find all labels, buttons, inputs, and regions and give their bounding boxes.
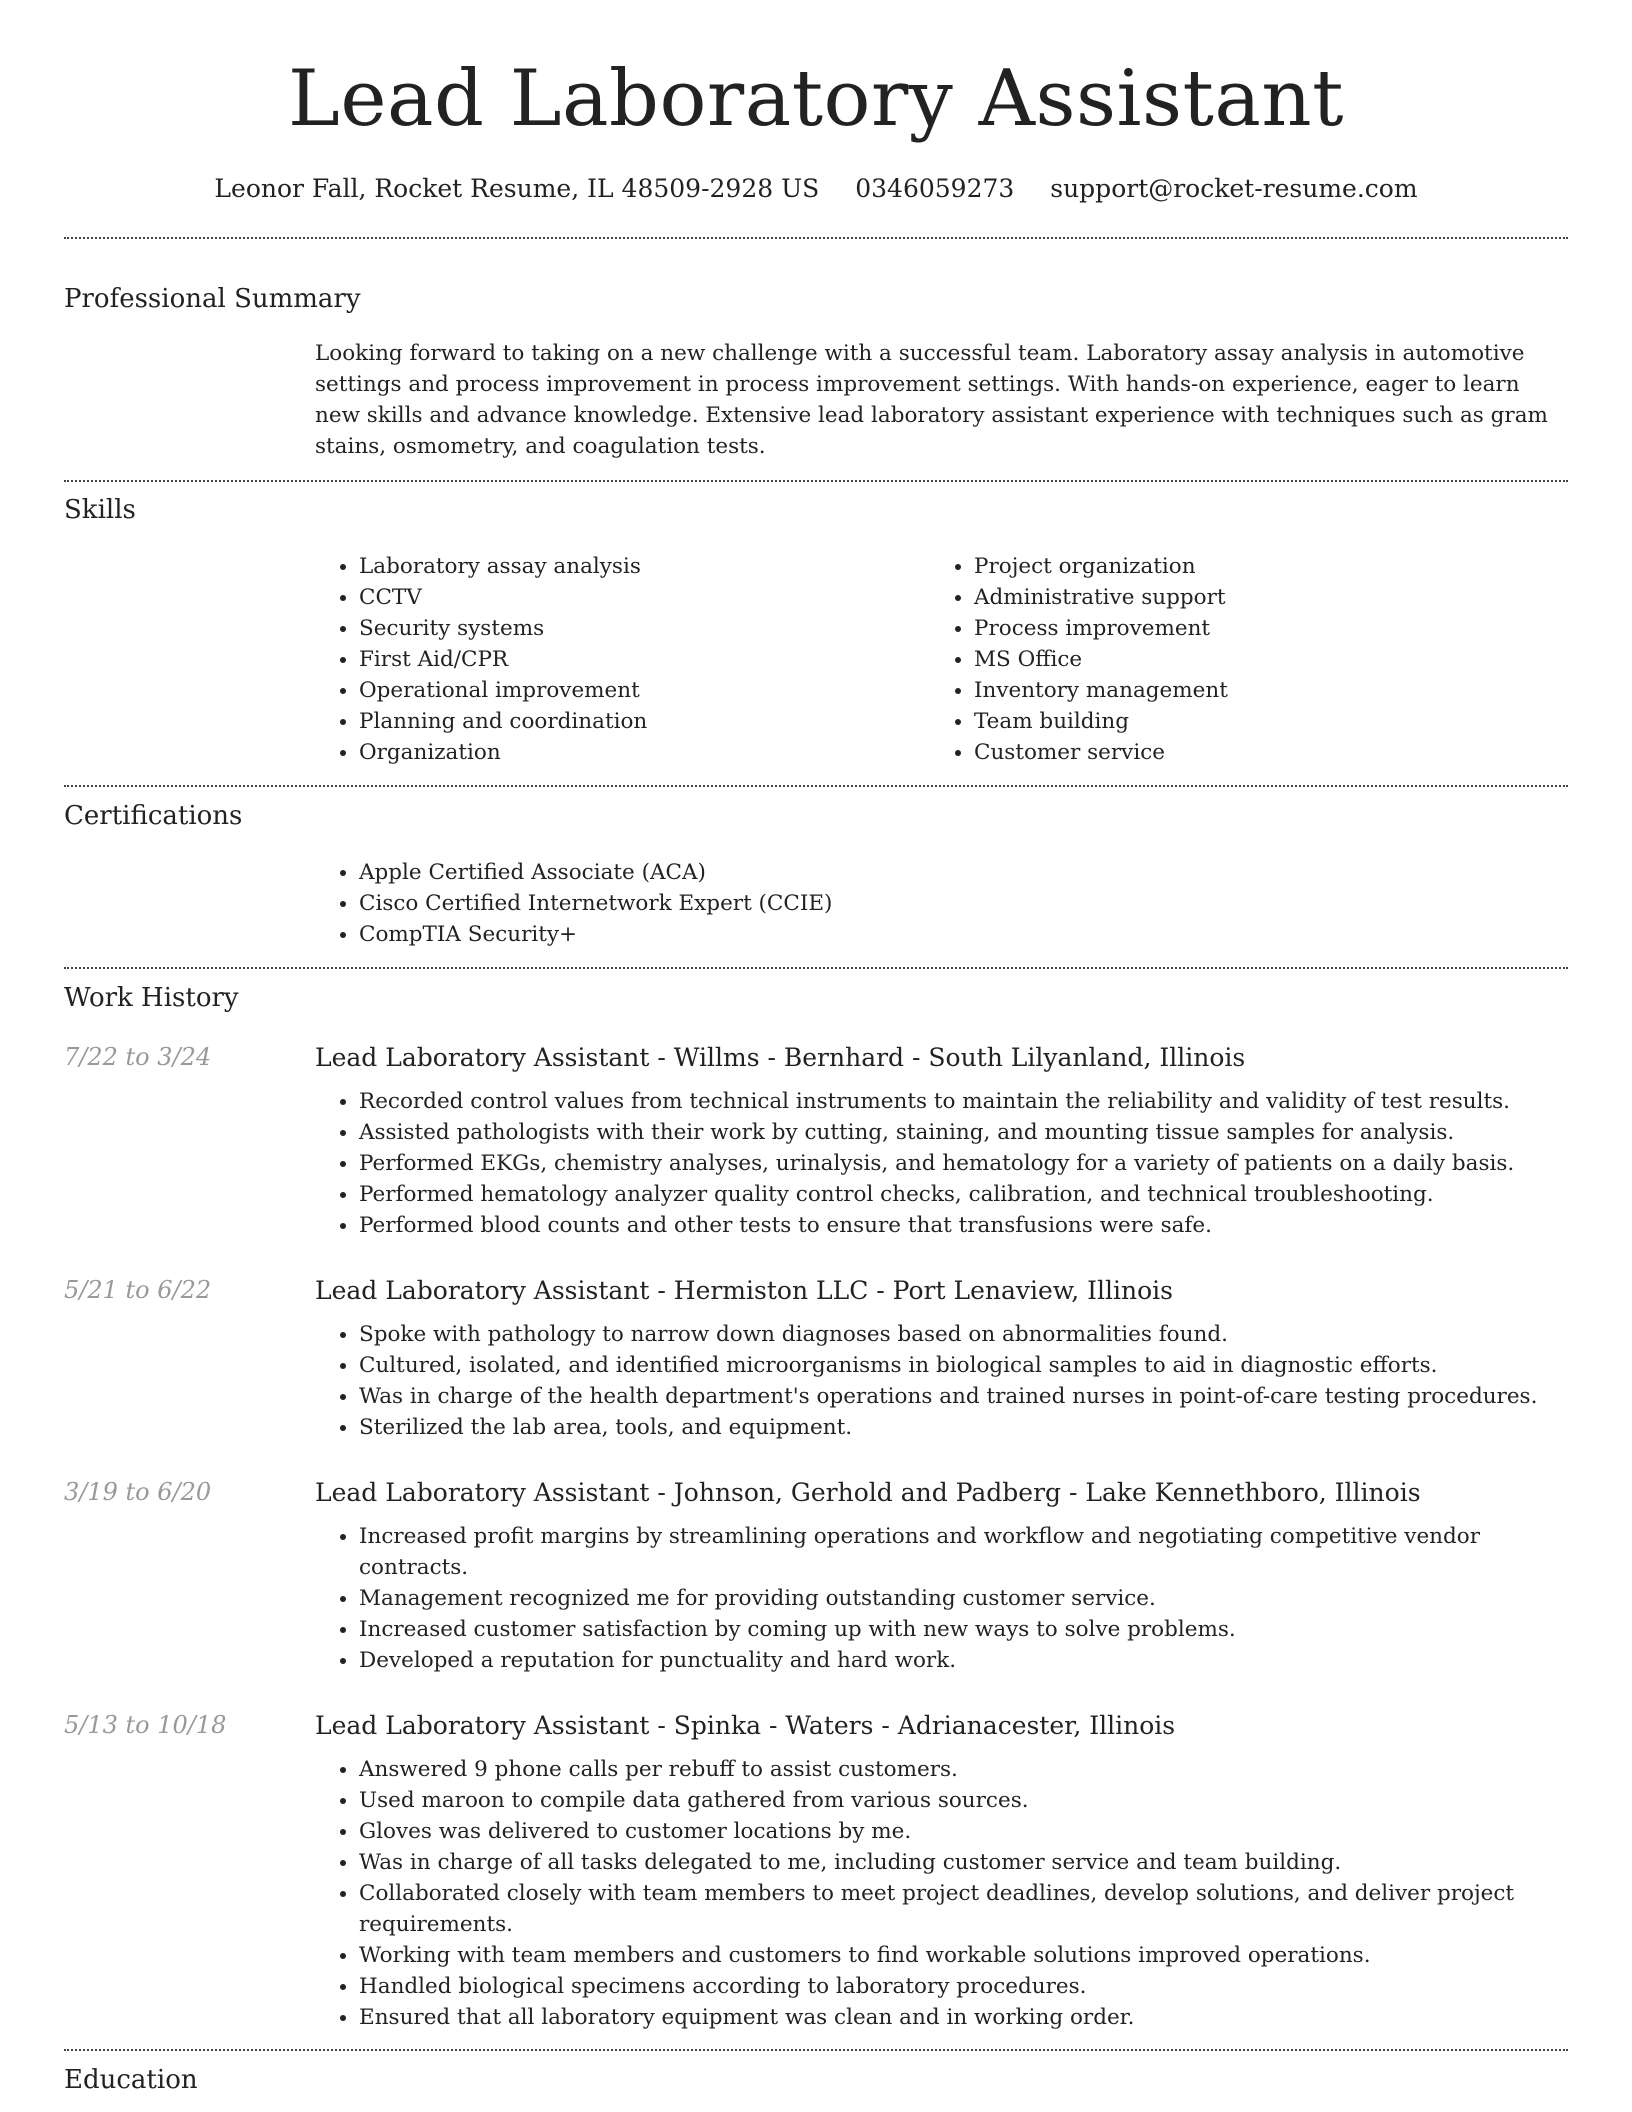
list-item: • Project organization bbox=[974, 551, 1545, 582]
job-date: 5/13 to 10/18 bbox=[64, 1711, 227, 1739]
list-item: • Recorded control values from technical instruments to maintain the reliability and validity of test results. bbox=[359, 1086, 1568, 1117]
work-heading: Work History bbox=[64, 983, 239, 1013]
contact-email: support@rocket-resume.com bbox=[1050, 174, 1418, 203]
list-item: • Ensured that all laboratory equipment was clean and in working order. bbox=[359, 2002, 1568, 2033]
list-item: • First Aid/CPR bbox=[359, 644, 930, 675]
contact-line bbox=[64, 174, 1568, 203]
education-section bbox=[64, 2067, 1568, 2093]
certifications-section bbox=[64, 803, 1568, 950]
list-item: • Planning and coordination bbox=[359, 706, 930, 737]
skills-list-left bbox=[315, 551, 930, 768]
certifications-heading: Certifications bbox=[64, 801, 243, 831]
list-item: • Used maroon to compile data gathered from various sources. bbox=[359, 1785, 1568, 1816]
job-title: Lead Laboratory Assistant - Johnson, Gerhold and Padberg - Lake Kennethboro, Illinois bbox=[315, 1478, 1421, 1507]
job-bullets bbox=[315, 1086, 1568, 1241]
contact-phone: 0346059273 bbox=[855, 174, 1015, 203]
list-item: • CCTV bbox=[359, 582, 930, 613]
resume-page bbox=[64, 0, 1568, 2093]
list-item: • Performed EKGs, chemistry analyses, urinalysis, and hematology for a variety of patients on a daily basis. bbox=[359, 1148, 1568, 1179]
job-title: Lead Laboratory Assistant - Willms - Bernhard - South Lilyanland, Illinois bbox=[315, 1043, 1246, 1072]
skills-list-right bbox=[930, 551, 1545, 768]
list-item: • Security systems bbox=[359, 613, 930, 644]
list-item: • Organization bbox=[359, 737, 930, 768]
job-bullets bbox=[315, 1754, 1568, 2033]
work-section bbox=[64, 985, 1568, 2033]
skills-heading: Skills bbox=[64, 495, 136, 525]
summary-heading: Professional Summary bbox=[64, 284, 361, 314]
job-bullets bbox=[315, 1521, 1568, 1676]
list-item: • Cultured, isolated, and identified microorganisms in biological samples to aid in diagnostic efforts. bbox=[359, 1350, 1568, 1381]
list-item: • Gloves was delivered to customer locations by me. bbox=[359, 1816, 1568, 1847]
skills-section bbox=[64, 497, 1568, 768]
job-entry bbox=[64, 1713, 1568, 2033]
list-item: • Answered 9 phone calls per rebuff to assist customers. bbox=[359, 1754, 1568, 1785]
divider bbox=[64, 480, 1568, 482]
list-item: • Increased customer satisfaction by coming up with new ways to solve problems. bbox=[359, 1614, 1568, 1645]
list-item: • Handled biological specimens according to laboratory procedures. bbox=[359, 1971, 1568, 2002]
list-item: • MS Office bbox=[974, 644, 1545, 675]
job-title: Lead Laboratory Assistant - Spinka - Waters - Adrianacester, Illinois bbox=[315, 1711, 1176, 1740]
list-item: • Process improvement bbox=[974, 613, 1545, 644]
list-item: • Team building bbox=[974, 706, 1545, 737]
summary-section bbox=[64, 286, 1568, 462]
list-item: • Performed blood counts and other tests to ensure that transfusions were safe. bbox=[359, 1210, 1568, 1241]
certifications-list bbox=[315, 857, 1568, 950]
resume-title: Lead Laboratory Assistant bbox=[288, 54, 1344, 144]
skills-grid bbox=[315, 551, 1568, 768]
list-item: • Administrative support bbox=[974, 582, 1545, 613]
list-item: • Was in charge of all tasks delegated to me, including customer service and team building. bbox=[359, 1847, 1568, 1878]
list-item: • CompTIA Security+ bbox=[359, 919, 1568, 950]
job-entry bbox=[64, 1278, 1568, 1443]
divider bbox=[64, 237, 1568, 239]
list-item: • Collaborated closely with team members to meet project deadlines, develop solutions, and deliver project requirements. bbox=[359, 1878, 1568, 1940]
list-item: • Operational improvement bbox=[359, 675, 930, 706]
job-date: 3/19 to 6/20 bbox=[64, 1478, 212, 1506]
job-entry bbox=[64, 1480, 1568, 1676]
education-heading: Education bbox=[64, 2065, 198, 2095]
divider bbox=[64, 2049, 1568, 2051]
list-item: • Cisco Certified Internetwork Expert (CCIE) bbox=[359, 888, 1568, 919]
job-entry bbox=[64, 1045, 1568, 1241]
job-title: Lead Laboratory Assistant - Hermiston LLC - Port Lenaview, Illinois bbox=[315, 1276, 1173, 1305]
list-item: • Laboratory assay analysis bbox=[359, 551, 930, 582]
list-item: • Apple Certified Associate (ACA) bbox=[359, 857, 1568, 888]
list-item: • Assisted pathologists with their work by cutting, staining, and mounting tissue samples for analysis. bbox=[359, 1117, 1568, 1148]
list-item: • Spoke with pathology to narrow down diagnoses based on abnormalities found. bbox=[359, 1319, 1568, 1350]
summary-text: Looking forward to taking on a new challenge with a successful team. Laboratory assay analysis in automotive settings and process improvement in process improvement settings. With hands-on experience, eager to learn new skills and advance knowledge. Extensive lead laboratory assistant experience with techniques such as gram stains, osmometry, and coagulation tests. bbox=[315, 341, 1548, 459]
list-item: • Customer service bbox=[974, 737, 1545, 768]
list-item: • Management recognized me for providing outstanding customer service. bbox=[359, 1583, 1568, 1614]
contact-address: Leonor Fall, Rocket Resume, IL 48509-2928 US bbox=[214, 174, 820, 203]
list-item: • Working with team members and customers to find workable solutions improved operations. bbox=[359, 1940, 1568, 1971]
job-bullets bbox=[315, 1319, 1568, 1443]
list-item: • Inventory management bbox=[974, 675, 1545, 706]
job-date: 5/21 to 6/22 bbox=[64, 1276, 212, 1304]
list-item: • Sterilized the lab area, tools, and equipment. bbox=[359, 1412, 1568, 1443]
list-item: • Increased profit margins by streamlining operations and workflow and negotiating competitive vendor contracts. bbox=[359, 1521, 1568, 1583]
list-item: • Was in charge of the health department's operations and trained nurses in point-of-care testing procedures. bbox=[359, 1381, 1568, 1412]
list-item: • Performed hematology analyzer quality control checks, calibration, and technical troubleshooting. bbox=[359, 1179, 1568, 1210]
divider bbox=[64, 967, 1568, 969]
divider bbox=[64, 785, 1568, 787]
job-date: 7/22 to 3/24 bbox=[64, 1043, 212, 1071]
list-item: • Developed a reputation for punctuality and hard work. bbox=[359, 1645, 1568, 1676]
